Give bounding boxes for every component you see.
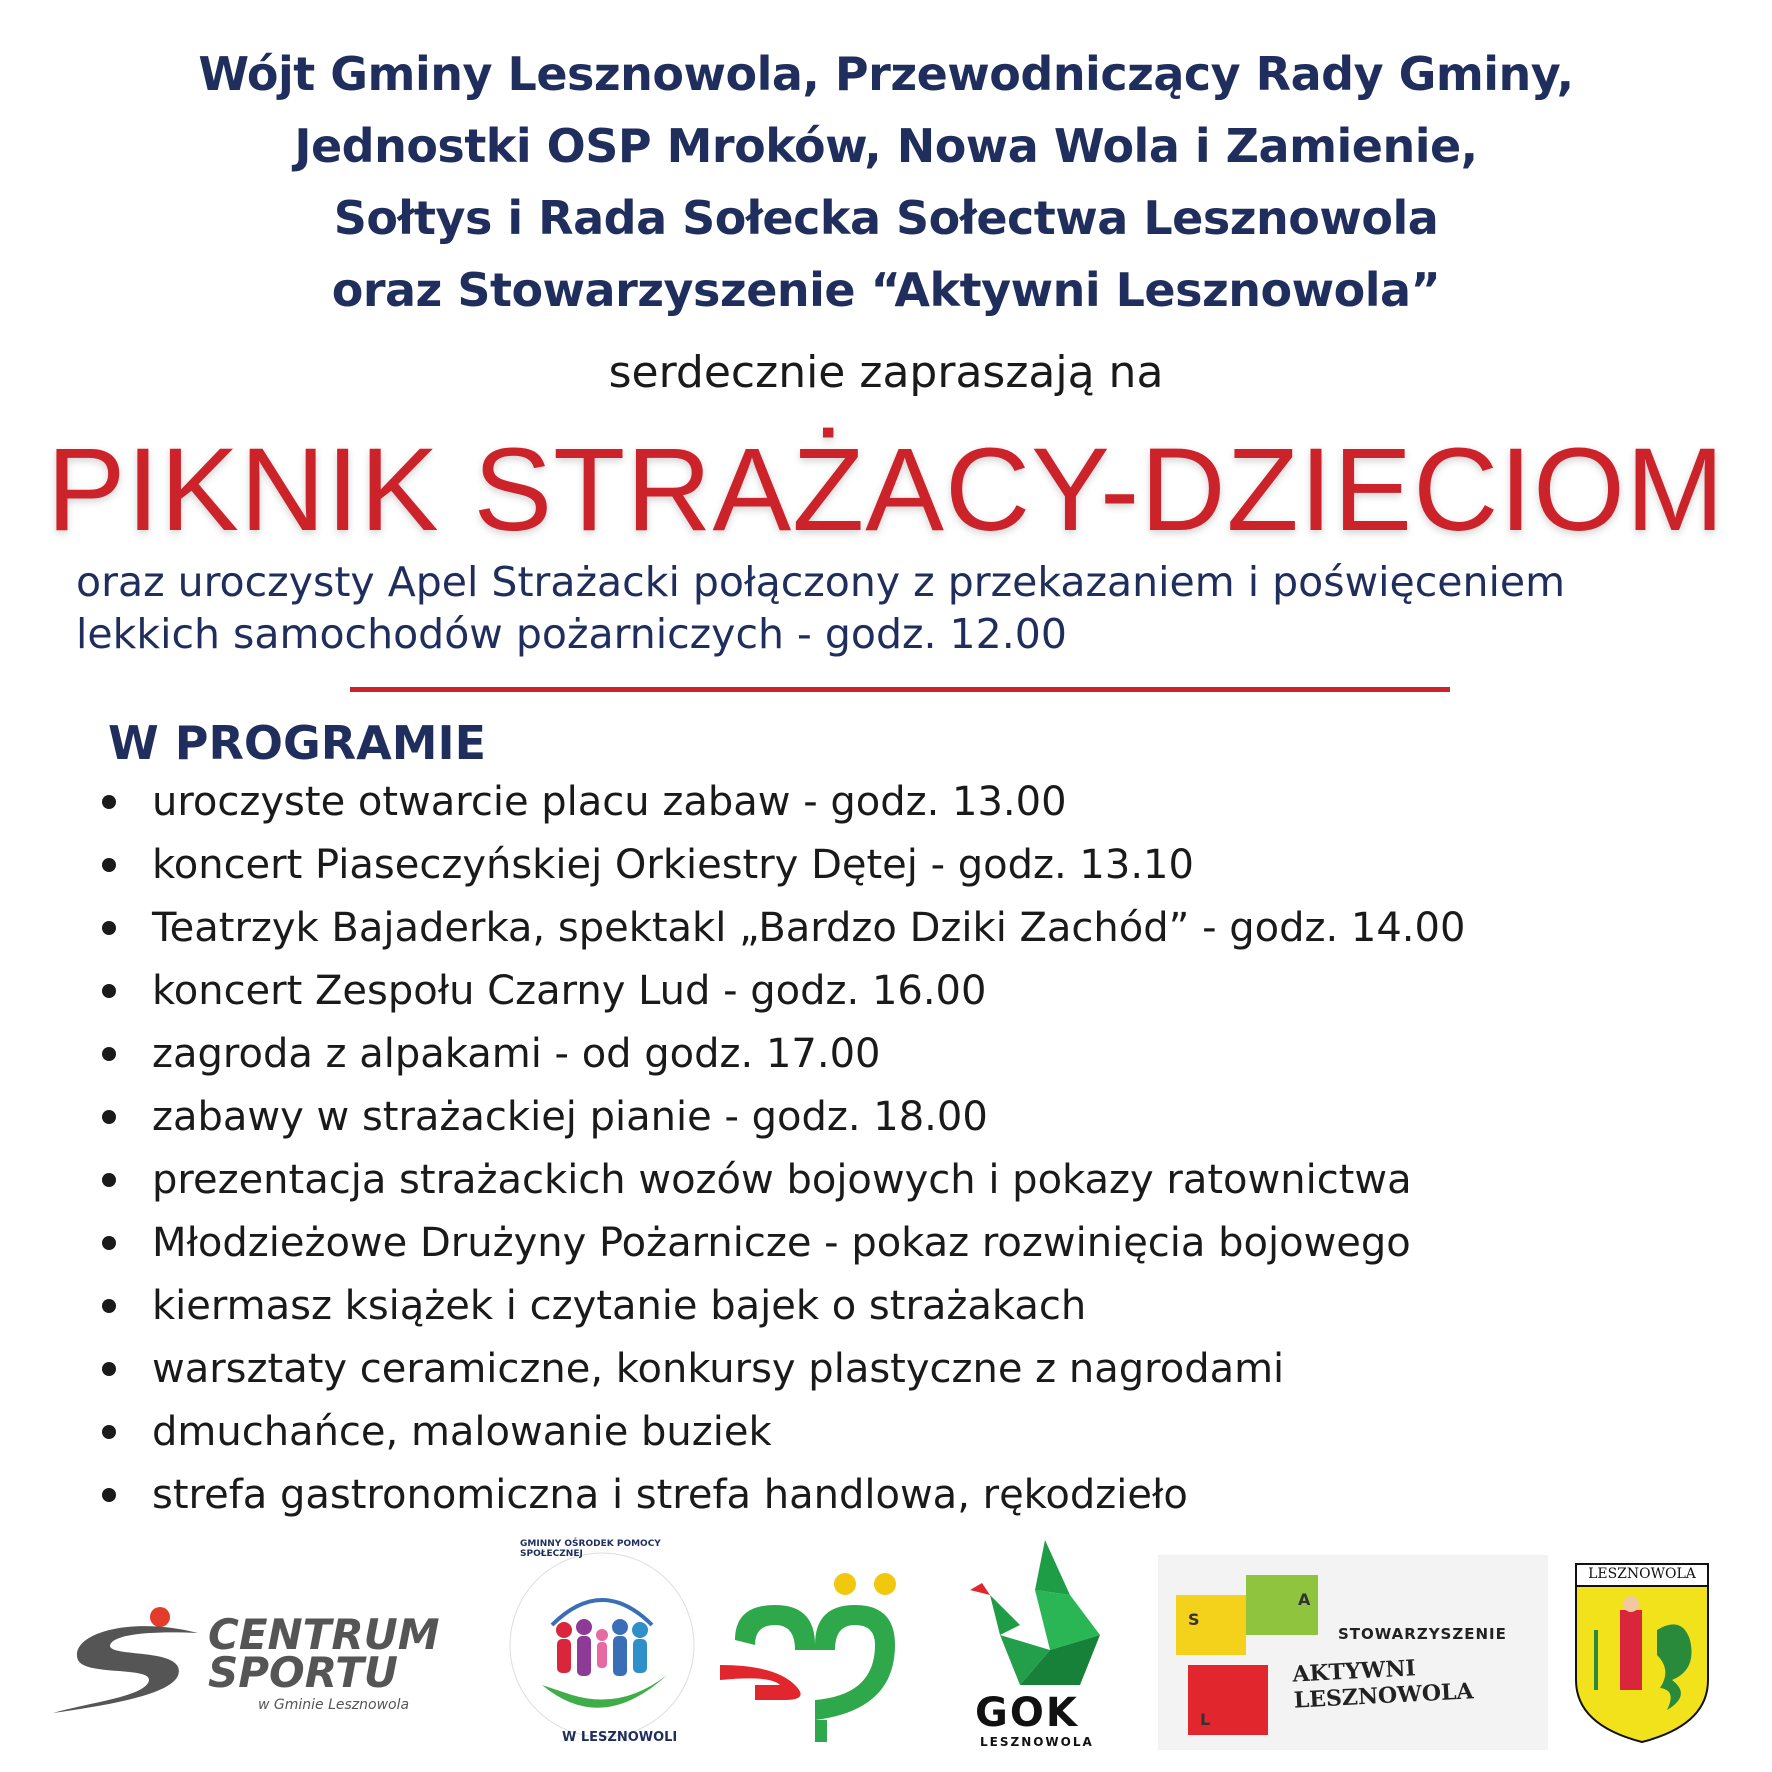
program-item-text: koncert Zespołu Czarny Lud - godz. 16.00: [152, 967, 987, 1014]
organizers-line: Wójt Gminy Lesznowola, Przewodniczący Rady Gminy,: [198, 47, 1574, 101]
gok-logo: [960, 1535, 1110, 1750]
runner-swoosh-icon: [48, 1605, 218, 1715]
bullet-icon: [102, 858, 116, 872]
program-item: [100, 1337, 1700, 1400]
organizers-line: Jednostki OSP Mroków, Nowa Wola i Zamienie,: [294, 119, 1478, 173]
program-item: [100, 1211, 1700, 1274]
program-item-text: prezentacja strażackich wozów bojowych i pokazy ratownictwa: [152, 1156, 1412, 1203]
gops-ring-bottom: W LESZNOWOLI: [562, 1730, 678, 1745]
sponsor-logos: [0, 1525, 1772, 1765]
bullet-icon: [102, 1488, 116, 1502]
stowarzyszenie-line2: AKTYWNI LESZNOWOLA: [1291, 1655, 1475, 1714]
organizers-block: [0, 38, 1772, 326]
program-item: [100, 1463, 1700, 1526]
gops-family-icon: [502, 1535, 702, 1755]
program-item-text: strefa gastronomiczna i strefa handlowa, rękodzieło: [152, 1471, 1188, 1518]
program-item-text: warsztaty ceramiczne, konkursy plastyczne z nagrodami: [152, 1345, 1285, 1392]
invite-text: serdecznie zapraszają na: [608, 347, 1164, 398]
program-item-text: dmuchańce, malowanie buziek: [152, 1408, 772, 1455]
event-title: PIKNIK STRAŻACY-DZIECIOM: [46, 424, 1726, 556]
puzzle-s-letter: S: [1188, 1610, 1200, 1629]
bullet-icon: [102, 1236, 116, 1250]
puzzle-a-letter: A: [1298, 1590, 1311, 1609]
centrum-sportu-logo: [48, 1605, 478, 1715]
gok-sub: LESZNOWOLA: [980, 1735, 1094, 1749]
program-item-text: zagroda z alpakami - od godz. 17.00: [152, 1030, 881, 1077]
lesznowola-crest-logo: [1572, 1560, 1712, 1745]
program-item-text: kiermasz książek i czytanie bajek o strażakach: [152, 1282, 1087, 1329]
gops-logo: [502, 1535, 702, 1755]
red-divider: [350, 687, 1450, 692]
puzzle-l-letter: L: [1200, 1710, 1211, 1729]
crest-label: LESZNOWOLA: [1588, 1566, 1696, 1582]
organizers-line: oraz Stowarzyszenie “Aktywni Lesznowola”: [331, 263, 1441, 317]
program-item: [100, 833, 1700, 896]
event-subtitle: [76, 556, 1716, 660]
program-item: [100, 896, 1700, 959]
gok-name: GOK: [975, 1690, 1079, 1736]
program-item: [100, 1022, 1700, 1085]
organizers-line: Sołtys i Rada Sołecka Sołectwa Lesznowola: [333, 191, 1439, 245]
stowarzyszenie-logo: [1158, 1555, 1548, 1750]
program-item: [100, 1400, 1700, 1463]
program-item: [100, 1274, 1700, 1337]
program-list: [100, 770, 1700, 1526]
bullet-icon: [102, 1362, 116, 1376]
green-swirl-logo: [715, 1570, 915, 1745]
bullet-icon: [102, 795, 116, 809]
program-item: [100, 1085, 1700, 1148]
program-heading: W PROGRAMIE: [108, 716, 487, 770]
origami-dragon-icon: [960, 1535, 1110, 1690]
program-item-text: zabawy w strażackiej pianie - godz. 18.00: [152, 1093, 988, 1140]
program-item: [100, 1148, 1700, 1211]
centrum-sportu-line2: SPORTU: [208, 1648, 398, 1697]
puzzle-pieces-icon: [1158, 1555, 1338, 1750]
program-item-text: uroczyste otwarcie placu zabaw - godz. 13.00: [152, 778, 1067, 825]
coat-of-arms-icon: [1572, 1560, 1712, 1745]
program-item-text: koncert Piaseczyńskiej Orkiestry Dętej - godz. 13.10: [152, 841, 1194, 888]
centrum-sportu-line3: w Gminie Lesznowola: [258, 1697, 410, 1713]
bullet-icon: [102, 1047, 116, 1061]
bullet-icon: [102, 1173, 116, 1187]
bullet-icon: [102, 1425, 116, 1439]
program-item: [100, 959, 1700, 1022]
program-item: [100, 770, 1700, 833]
stowarzyszenie-line1: STOWARZYSZENIE: [1338, 1625, 1507, 1643]
bullet-icon: [102, 1299, 116, 1313]
centrum-sportu-line1: CENTRUM: [208, 1610, 440, 1659]
program-item-text: Młodzieżowe Drużyny Pożarnicze - pokaz rozwinięcia bojowego: [152, 1219, 1411, 1266]
subtitle-line: lekkich samochodów pożarniczych - godz. 12.00: [76, 610, 1067, 658]
bullet-icon: [102, 921, 116, 935]
bullet-icon: [102, 1110, 116, 1124]
subtitle-line: oraz uroczysty Apel Strażacki połączony z przekazaniem i poświęceniem: [76, 558, 1566, 606]
smile-swirl-icon: [715, 1570, 915, 1745]
program-item-text: Teatrzyk Bajaderka, spektakl „Bardzo Dziki Zachód” - godz. 14.00: [152, 904, 1466, 951]
gops-ring-top: GMINNY OŚRODEK POMOCY SPOŁECZNEJ: [520, 1539, 661, 1559]
bullet-icon: [102, 984, 116, 998]
